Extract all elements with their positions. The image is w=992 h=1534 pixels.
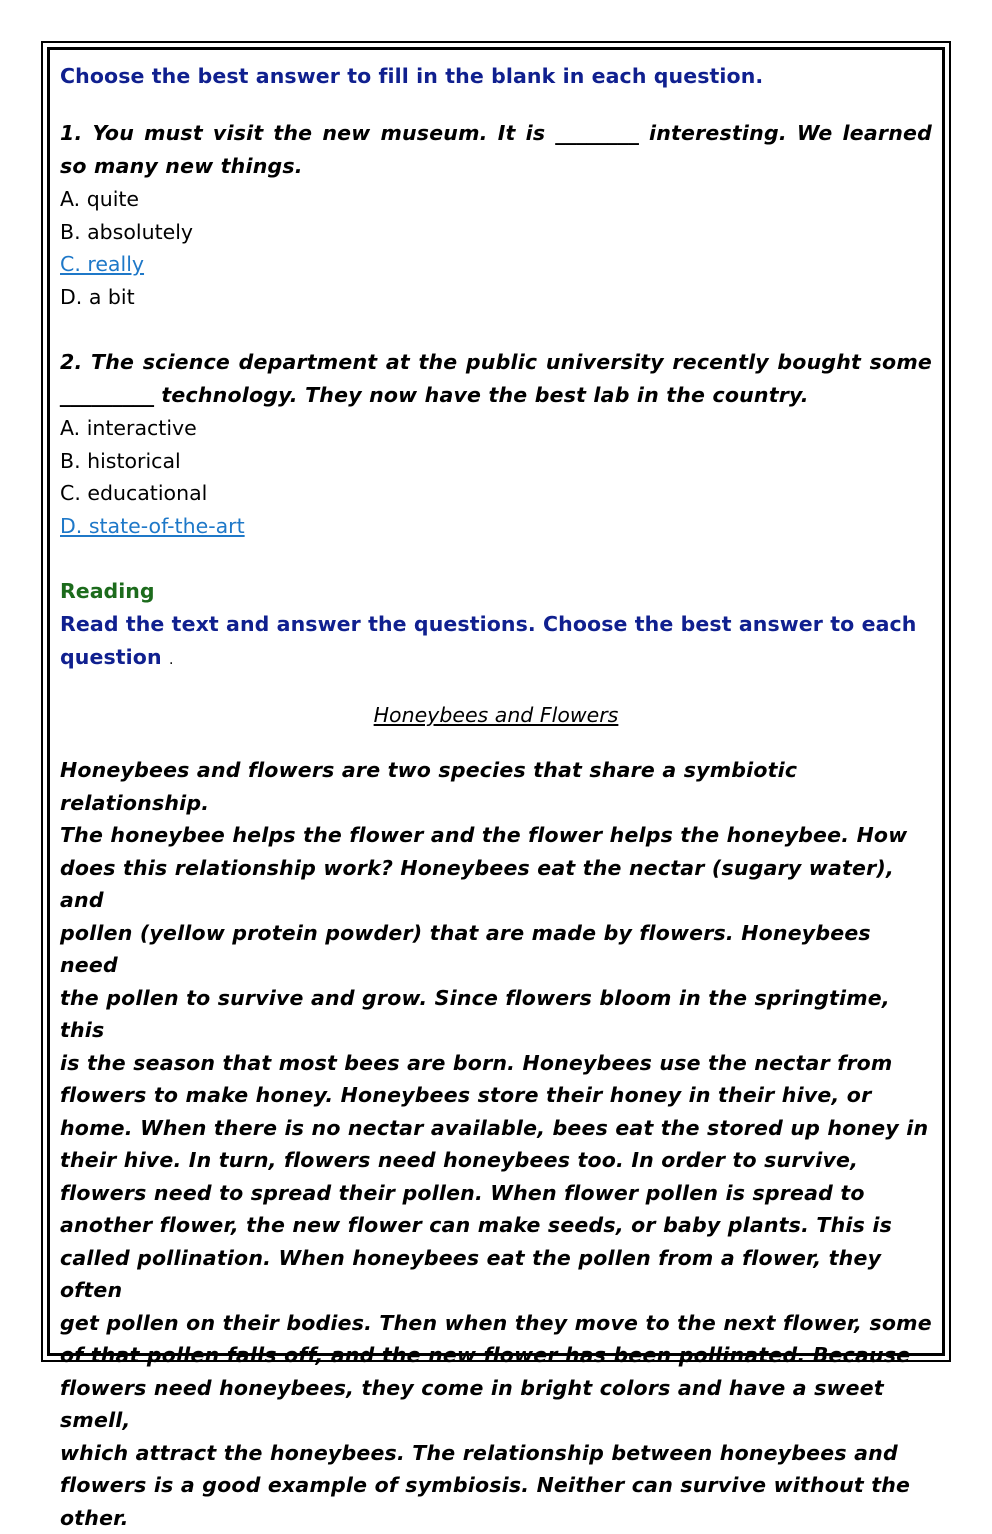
option-a[interactable]: A. quite xyxy=(60,183,932,216)
passage-line: home. When there is no nectar available, bees eat the stored up honey in xyxy=(60,1112,932,1145)
passage-line: the pollen to survive and grow. Since flowers bloom in the springtime, this xyxy=(60,982,932,1047)
passage xyxy=(60,754,932,1534)
passage-line: flowers to make honey. Honeybees store their honey in their hive, or xyxy=(60,1079,932,1112)
answer-blank: _________ xyxy=(60,383,154,407)
question-text-after: technology. They now have the best lab in the country. xyxy=(154,383,809,407)
passage-line: get pollen on their bodies. Then when they move to the next flower, some xyxy=(60,1307,932,1340)
passage-line: is the season that most bees are born. Honeybees use the nectar from xyxy=(60,1047,932,1080)
option-b[interactable]: B. absolutely xyxy=(60,216,932,249)
option-c[interactable]: C. educational xyxy=(60,477,932,510)
passage-line: The honeybee helps the flower and the flower helps the honeybee. How xyxy=(60,819,932,852)
answer-blank: ________ xyxy=(555,121,639,145)
option-d[interactable]: D. a bit xyxy=(60,281,932,314)
passage-line: does this relationship work? Honeybees eat the nectar (sugary water), and xyxy=(60,852,932,917)
question-text-before: You must visit the new museum. It is xyxy=(93,121,556,145)
question-text xyxy=(60,346,932,412)
question-text-after: interesting. We learned so many new things. xyxy=(60,121,932,178)
passage-line: flowers need to spread their pollen. When flower pollen is spread to xyxy=(60,1177,932,1210)
question-number: 2. xyxy=(60,350,82,374)
passage-line: which attract the honeybees. The relationship between honeybees and xyxy=(60,1437,932,1470)
reading-instruction-period: . xyxy=(169,652,174,668)
question-text xyxy=(60,117,932,183)
reading-heading: Reading xyxy=(60,575,932,608)
passage-line: Honeybees and flowers are two species that share a symbiotic relationship. xyxy=(60,754,932,819)
option-b[interactable]: B. historical xyxy=(60,445,932,478)
passage-line: of that pollen falls off, and the new flower has been pollinated. Because xyxy=(60,1339,932,1372)
option-a[interactable]: A. interactive xyxy=(60,412,932,445)
question-number: 1. xyxy=(60,121,82,145)
option-d-correct[interactable]: D. state-of-the-art xyxy=(60,510,932,543)
worksheet-content xyxy=(60,60,932,1534)
section-instruction: Choose the best answer to fill in the blank in each question. xyxy=(60,60,932,93)
passage-line: another flower, the new flower can make seeds, or baby plants. This is xyxy=(60,1209,932,1242)
option-c-correct[interactable]: C. really xyxy=(60,248,932,281)
passage-line: pollen (yellow protein powder) that are made by flowers. Honeybees need xyxy=(60,917,932,982)
passage-line: other. xyxy=(60,1502,932,1534)
reading-instruction xyxy=(60,608,932,677)
passage-line: their hive. In turn, flowers need honeybees too. In order to survive, xyxy=(60,1144,932,1177)
reading-instruction-text: Read the text and answer the questions. Choose the best answer to each question xyxy=(60,612,916,669)
passage-title: Honeybees and Flowers xyxy=(60,699,932,732)
passage-line: flowers is a good example of symbiosis. Neither can survive without the xyxy=(60,1469,932,1502)
passage-line: called pollination. When honeybees eat the pollen from a flower, they often xyxy=(60,1242,932,1307)
question-1 xyxy=(60,117,932,313)
question-2 xyxy=(60,346,932,542)
passage-line: flowers need honeybees, they come in bright colors and have a sweet smell, xyxy=(60,1372,932,1437)
question-text-before: The science department at the public university recently bought some xyxy=(91,350,932,374)
